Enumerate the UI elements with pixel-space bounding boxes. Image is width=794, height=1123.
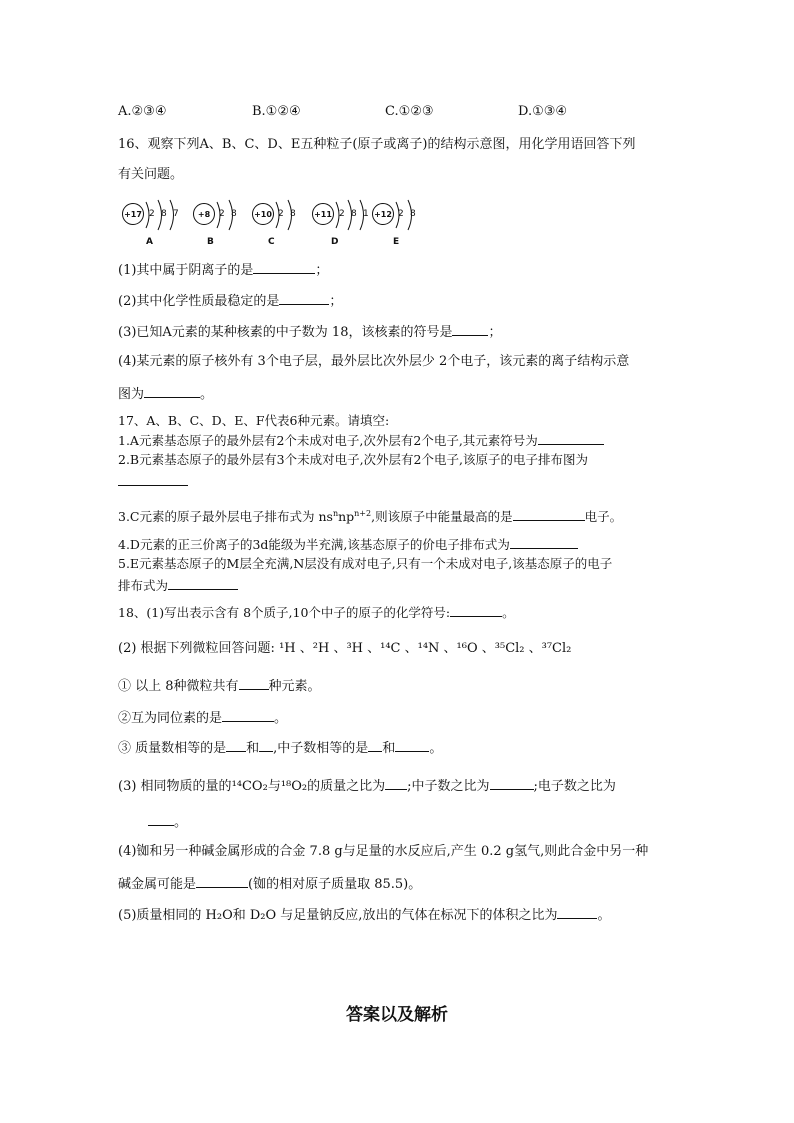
q17-line3: 3.C元素的原子最外层电子排布式为 $ns^nnp^{n+2}$,则该原子中能量最高的是 电子。 [118,509,623,525]
answer-blank[interactable] [148,812,174,826]
shell-a-2: 8 [161,209,167,219]
answer-blank[interactable] [452,322,488,336]
q18-p3: (3) 相同物质的量的¹⁴CO₂与¹⁸O₂的质量之比为 ;中子数之比为 ;电子数之比为 [118,776,616,796]
q18-c2: ②互为同位素的是 。 [118,708,287,728]
answer-blank[interactable] [118,472,188,486]
q17-stem: 17、A、B、C、D、E、F代表6种元素。请填空: [118,413,390,428]
shell-a-1: 2 [149,209,155,219]
shell-b-1: 2 [219,209,225,219]
nucleus-a: +17 [122,203,144,225]
nucleus-d: +11 [312,203,334,225]
answer-blank[interactable] [279,291,329,305]
shell-a-3: 7 [173,209,179,219]
q18-p4a: (4)铷和另一种碱金属形成的合金 7.8 g与足量的水反应后,产生 0.2 g氢气,则此合金中另一种 [118,844,649,859]
q17-line4: 4.D元素的正三价离子的3d能级为半充满,该基态原子的价电子排布式为 [118,535,578,554]
answer-blank[interactable] [510,535,578,549]
answer-blank[interactable] [368,738,382,752]
q17-line5a: 5.E元素基态原子的M层全充满,N层没有成对电子,只有一个未成对电子,该基态原子的电子 [118,556,613,571]
label-b: B [207,237,214,247]
nucleus-e: +12 [372,203,394,225]
answer-blank[interactable] [144,384,200,398]
shell-c-1: 2 [278,209,284,219]
shells-b [211,198,245,232]
shell-b-2: 8 [231,209,237,219]
q18-p5: (5)质量相同的 H₂O和 D₂O 与足量钠反应,放出的气体在标况下的体积之比为 。 [118,905,610,925]
shell-c-2: 8 [290,209,296,219]
q18-c1: ① 以上 8种微粒共有 种元素。 [118,676,321,696]
q18-c3: ③ 质量数相等的是 和 ,中子数相等的是 和 。 [118,738,442,758]
answer-blank[interactable] [395,738,429,752]
answer-blank[interactable] [557,905,597,919]
q16-stem-line1: 16、观察下列A、B、C、D、E五种粒子(原子或离子)的结构示意图，用化学用语回答下列 [118,137,636,152]
q16-sub2: (2)其中化学性质最稳定的是 ； [118,291,342,311]
shell-e-2: 8 [410,209,416,219]
q17-line2-blank [118,472,188,492]
shell-e-1: 2 [398,209,404,219]
shell-d-3: 1 [363,209,369,219]
nucleus-c: +10 [252,203,274,225]
answer-blank[interactable] [385,776,407,790]
q17-line2: 2.B元素基态原子的最外层有3个未成对电子,次外层有2个电子,该原子的电子排布图为 [118,452,588,467]
answer-blank[interactable] [490,776,534,790]
answer-blank[interactable] [226,738,246,752]
q17-line5b: 排布式为 [118,576,238,595]
answer-blank[interactable] [253,260,315,274]
answer-section-title: 答案以及解析 [346,1005,448,1025]
option-b: B.①②④ [252,104,301,119]
label-e: E [393,237,400,247]
answer-blank[interactable] [168,576,238,590]
nucleus-b: +8 [193,203,215,225]
q18-p2: (2) 根据下列微粒回答问题: ¹H 、²H 、³H 、¹⁴C 、¹⁴N 、¹⁶O 、³⁵Cl₂ 、³⁷Cl₂ [118,641,572,656]
answer-blank[interactable] [222,708,274,722]
option-d: D.①③④ [518,104,568,119]
q17-line1: 1.A元素基态原子的最外层有2个未成对电子,次外层有2个电子,其元素符号为 [118,431,604,450]
option-a: A.②③④ [118,104,167,119]
answer-blank[interactable] [538,431,604,445]
label-a: A [146,237,153,247]
q18-p3-cont: 。 [148,812,187,832]
particle-list: ¹H 、²H 、³H 、¹⁴C 、¹⁴N 、¹⁶O 、³⁵Cl₂ 、³⁷Cl₂ [279,641,572,656]
label-d: D [331,237,339,247]
label-c: C [268,237,275,247]
q16-sub4b: 图为 。 [118,384,213,404]
answer-blank[interactable] [450,603,502,617]
answer-blank[interactable] [259,738,273,752]
answer-blank[interactable] [196,874,248,888]
q16-stem-line2: 有关问题。 [118,167,184,182]
q16-sub4a: (4)某元素的原子核外有 3个电子层，最外层比次外层少 2个电子，该元素的离子结构示意 [118,354,630,369]
q16-sub1: (1)其中属于阴离子的是 ； [118,260,328,280]
shells-e [390,198,424,232]
shell-d-2: 8 [351,209,357,219]
q18-p1: 18、(1)写出表示含有 8个质子,10个中子的原子的化学符号: 。 [118,605,515,620]
q16-sub3: (3)已知A元素的某种核素的中子数为 18，该核素的符号是 ； [118,322,502,342]
answer-blank[interactable] [513,507,585,521]
shells-c [270,198,304,232]
q18-p4b: 碱金属可能是 (铷的相对原子质量取 85.5)。 [118,874,421,894]
answer-blank[interactable] [239,676,269,690]
shell-d-1: 2 [339,209,345,219]
option-c: C.①②③ [385,104,434,119]
